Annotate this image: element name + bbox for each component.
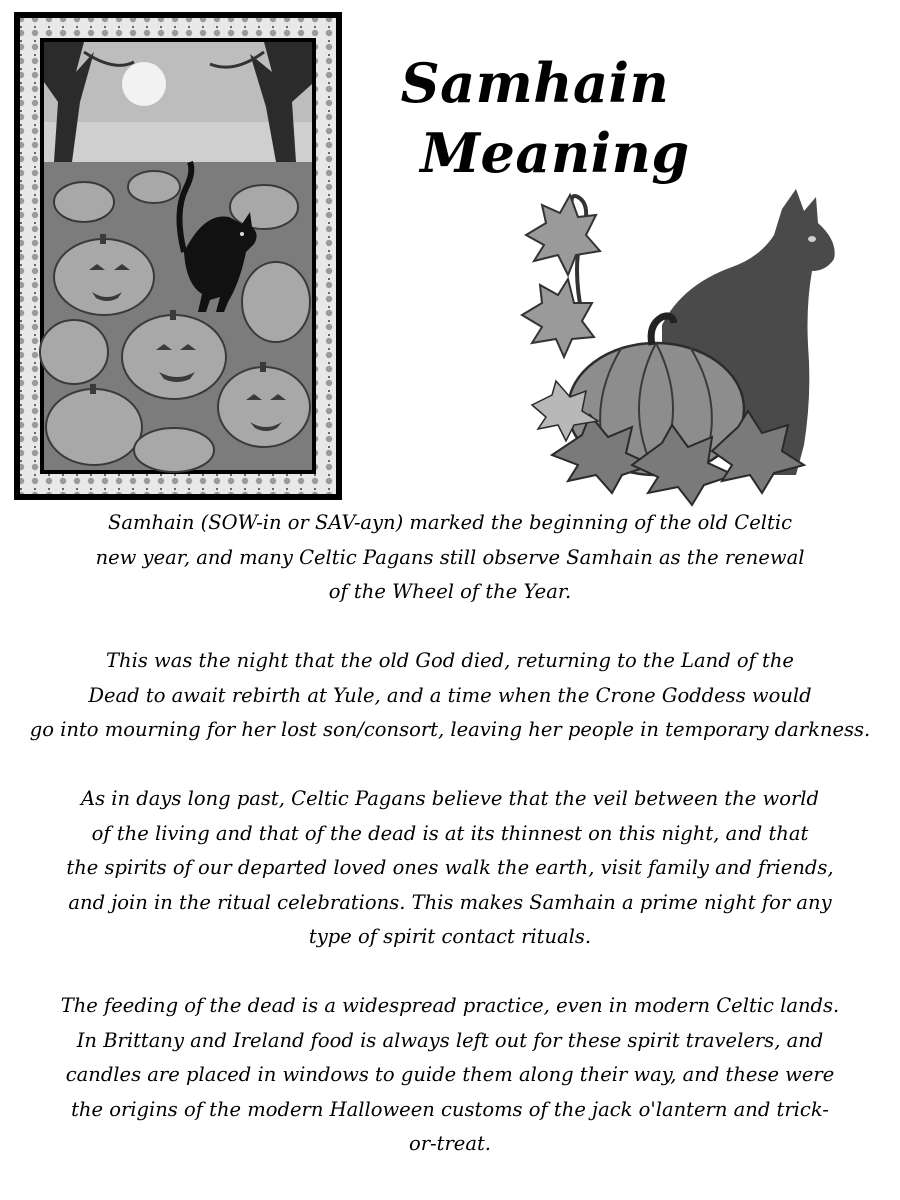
- text-line: This was the night that the old God died, returning to the Land of the: [106, 649, 794, 672]
- text-line: In Brittany and Ireland food is always left out for these spirit travelers, and: [76, 1028, 824, 1052]
- text-line: candles are placed in windows to guide them along their way, and these were: [65, 1063, 835, 1086]
- title-line-1: Samhain: [400, 51, 670, 115]
- text-line: type of spirit contact rituals.: [308, 925, 592, 948]
- cat-pumpkin-illustration: [512, 175, 852, 510]
- paragraph-4: [24, 989, 876, 1162]
- cat-with-pumpkin-icon: [512, 175, 852, 510]
- page-title: [370, 48, 700, 188]
- paragraph-2: [24, 644, 876, 748]
- text-line: the origins of the modern Halloween customs of the jack o'lantern and trick-: [71, 1097, 829, 1121]
- text-line: Dead to await rebirth at Yule, and a time when the Crone Goddess would: [88, 683, 812, 707]
- paragraph-3: [24, 782, 876, 955]
- black-cat-pumpkin-patch-icon: [14, 12, 342, 500]
- title-line-2: Meaning: [420, 121, 690, 185]
- text-line: of the living and that of the dead is at its thinnest on this night, and that: [91, 821, 809, 845]
- text-line: new year, and many Celtic Pagans still observe Samhain as the renewal: [95, 545, 805, 569]
- body-text: [24, 506, 876, 1196]
- text-line: or-treat.: [408, 1132, 491, 1155]
- text-line: The feeding of the dead is a widespread practice, even in modern Celtic lands.: [60, 994, 840, 1017]
- text-line: Samhain (SOW-in or SAV-ayn) marked the beginning of the old Celtic: [107, 511, 792, 534]
- pumpkin-patch-illustration: [14, 12, 342, 500]
- text-line: and join in the ritual celebrations. This makes Samhain a prime night for any: [68, 890, 832, 914]
- text-line: the spirits of our departed loved ones walk the earth, visit family and friends,: [66, 856, 834, 879]
- text-line: As in days long past, Celtic Pagans believe that the veil between the world: [80, 787, 819, 810]
- text-line: of the Wheel of the Year.: [328, 580, 572, 603]
- paragraph-1: [24, 506, 876, 610]
- text-line: go into mourning for her lost son/consort, leaving her people in temporary darkness.: [29, 718, 871, 741]
